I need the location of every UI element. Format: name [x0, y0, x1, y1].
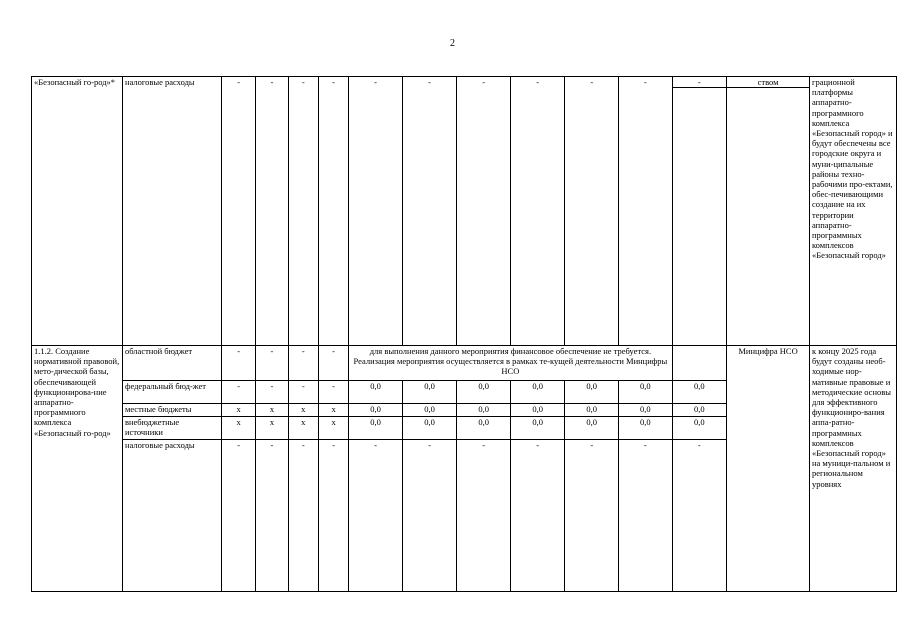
mark-cell: -	[288, 381, 318, 404]
empty-cell	[672, 346, 727, 381]
program-table	[31, 76, 897, 592]
mark-cell: -	[221, 346, 255, 381]
mark-cell: х	[318, 416, 348, 439]
mark-cell: х	[256, 416, 288, 439]
value-cell: -	[510, 77, 565, 346]
table-row	[32, 346, 897, 381]
result-cell: грационной платформы аппаратно-программного комплекса «Безопасный город» и будут обеспечены все городские округа и муни-ципальные районы техно-рабочими про-ектами, обес-печивающими создание на их территории аппаратно-программных комплексов «Безопасный город»	[809, 77, 896, 346]
mark-cell: -	[256, 439, 288, 591]
value-cell: 0,0	[402, 404, 457, 416]
mark-cell: х	[221, 416, 255, 439]
value-cell: -	[349, 77, 403, 346]
value-cell: -	[349, 439, 403, 591]
value-cell: 0,0	[619, 381, 673, 404]
value-cell: 0,0	[672, 404, 727, 416]
value-cell: 0,0	[510, 404, 565, 416]
value-cell: 0,0	[565, 381, 619, 404]
value-cell: -	[565, 77, 619, 346]
empty-cell	[672, 88, 727, 346]
value-cell: 0,0	[457, 404, 511, 416]
value-cell: 0,0	[457, 381, 511, 404]
value-cell: -	[565, 439, 619, 591]
value-cell: 0,0	[565, 404, 619, 416]
page-number: 2	[450, 38, 455, 49]
mark-cell: -	[288, 439, 318, 591]
empty-cell	[727, 88, 810, 346]
value-cell: -	[221, 77, 255, 346]
funding-source-cell: федеральный бюд-жет	[122, 381, 221, 404]
value-cell: -	[619, 439, 673, 591]
value-cell: 0,0	[349, 404, 403, 416]
funding-source-cell: налоговые расходы	[122, 77, 221, 346]
value-cell: 0,0	[510, 381, 565, 404]
measure-name-cell: «Безопасный го-род»*	[32, 77, 123, 346]
mark-cell: -	[256, 381, 288, 404]
measure-name-cell: 1.1.2. Создание нормативной правовой, мето-дической базы, обеспечивающей функционирова-ние аппаратно-программного комплекса «Безопасный го-род»	[32, 346, 123, 592]
mark-cell: х	[221, 404, 255, 416]
value-cell: -	[510, 439, 565, 591]
value-cell: -	[256, 77, 288, 346]
mark-cell: -	[221, 381, 255, 404]
value-cell: -	[672, 439, 727, 591]
mark-cell: -	[318, 439, 348, 591]
value-cell: -	[619, 77, 673, 346]
executor-cell: ством	[727, 77, 810, 88]
mark-cell: -	[256, 346, 288, 381]
value-cell: -	[402, 439, 457, 591]
value-cell: 0,0	[349, 416, 403, 439]
mark-cell: х	[318, 404, 348, 416]
value-cell: -	[318, 77, 348, 346]
mark-cell: -	[221, 439, 255, 591]
value-cell: -	[457, 77, 511, 346]
funding-note: для выполнения данного мероприятия финансовое обеспечение не требуется. Реализация мероприятия осуществляется в рамках те-кущей деятельности Минцифры НСО	[349, 346, 672, 381]
mark-cell: -	[288, 346, 318, 381]
value-cell: -	[402, 77, 457, 346]
value-cell: 0,0	[565, 416, 619, 439]
result-cell: к концу 2025 года будут созданы необ-ходимые нор-мативные правовые и методические основы для эффективного функциониро-вания аппа-ратно-программных комплексов «Безопасный город» на муници-пальном и региональном уровнях	[809, 346, 896, 592]
mark-cell: х	[256, 404, 288, 416]
mark-cell: х	[288, 416, 318, 439]
value-cell: 0,0	[619, 416, 673, 439]
value-cell: 0,0	[402, 416, 457, 439]
mark-cell: -	[318, 381, 348, 404]
value-cell: 0,0	[672, 416, 727, 439]
value-cell: 0,0	[619, 404, 673, 416]
value-cell: 0,0	[510, 416, 565, 439]
mark-cell: -	[318, 346, 348, 381]
value-cell: 0,0	[349, 381, 403, 404]
value-cell: -	[457, 439, 511, 591]
funding-source-cell: внебюджетные источники	[122, 416, 221, 439]
executor-cell: Минцифра НСО	[727, 346, 810, 592]
value-cell: 0,0	[672, 381, 727, 404]
value-cell: -	[672, 77, 727, 88]
value-cell: -	[288, 77, 318, 346]
funding-source-cell: налоговые расходы	[122, 439, 221, 591]
funding-source-cell: областной бюджет	[122, 346, 221, 381]
value-cell: 0,0	[457, 416, 511, 439]
table-row	[32, 77, 897, 88]
funding-source-cell: местные бюджеты	[122, 404, 221, 416]
value-cell: 0,0	[402, 381, 457, 404]
mark-cell: х	[288, 404, 318, 416]
